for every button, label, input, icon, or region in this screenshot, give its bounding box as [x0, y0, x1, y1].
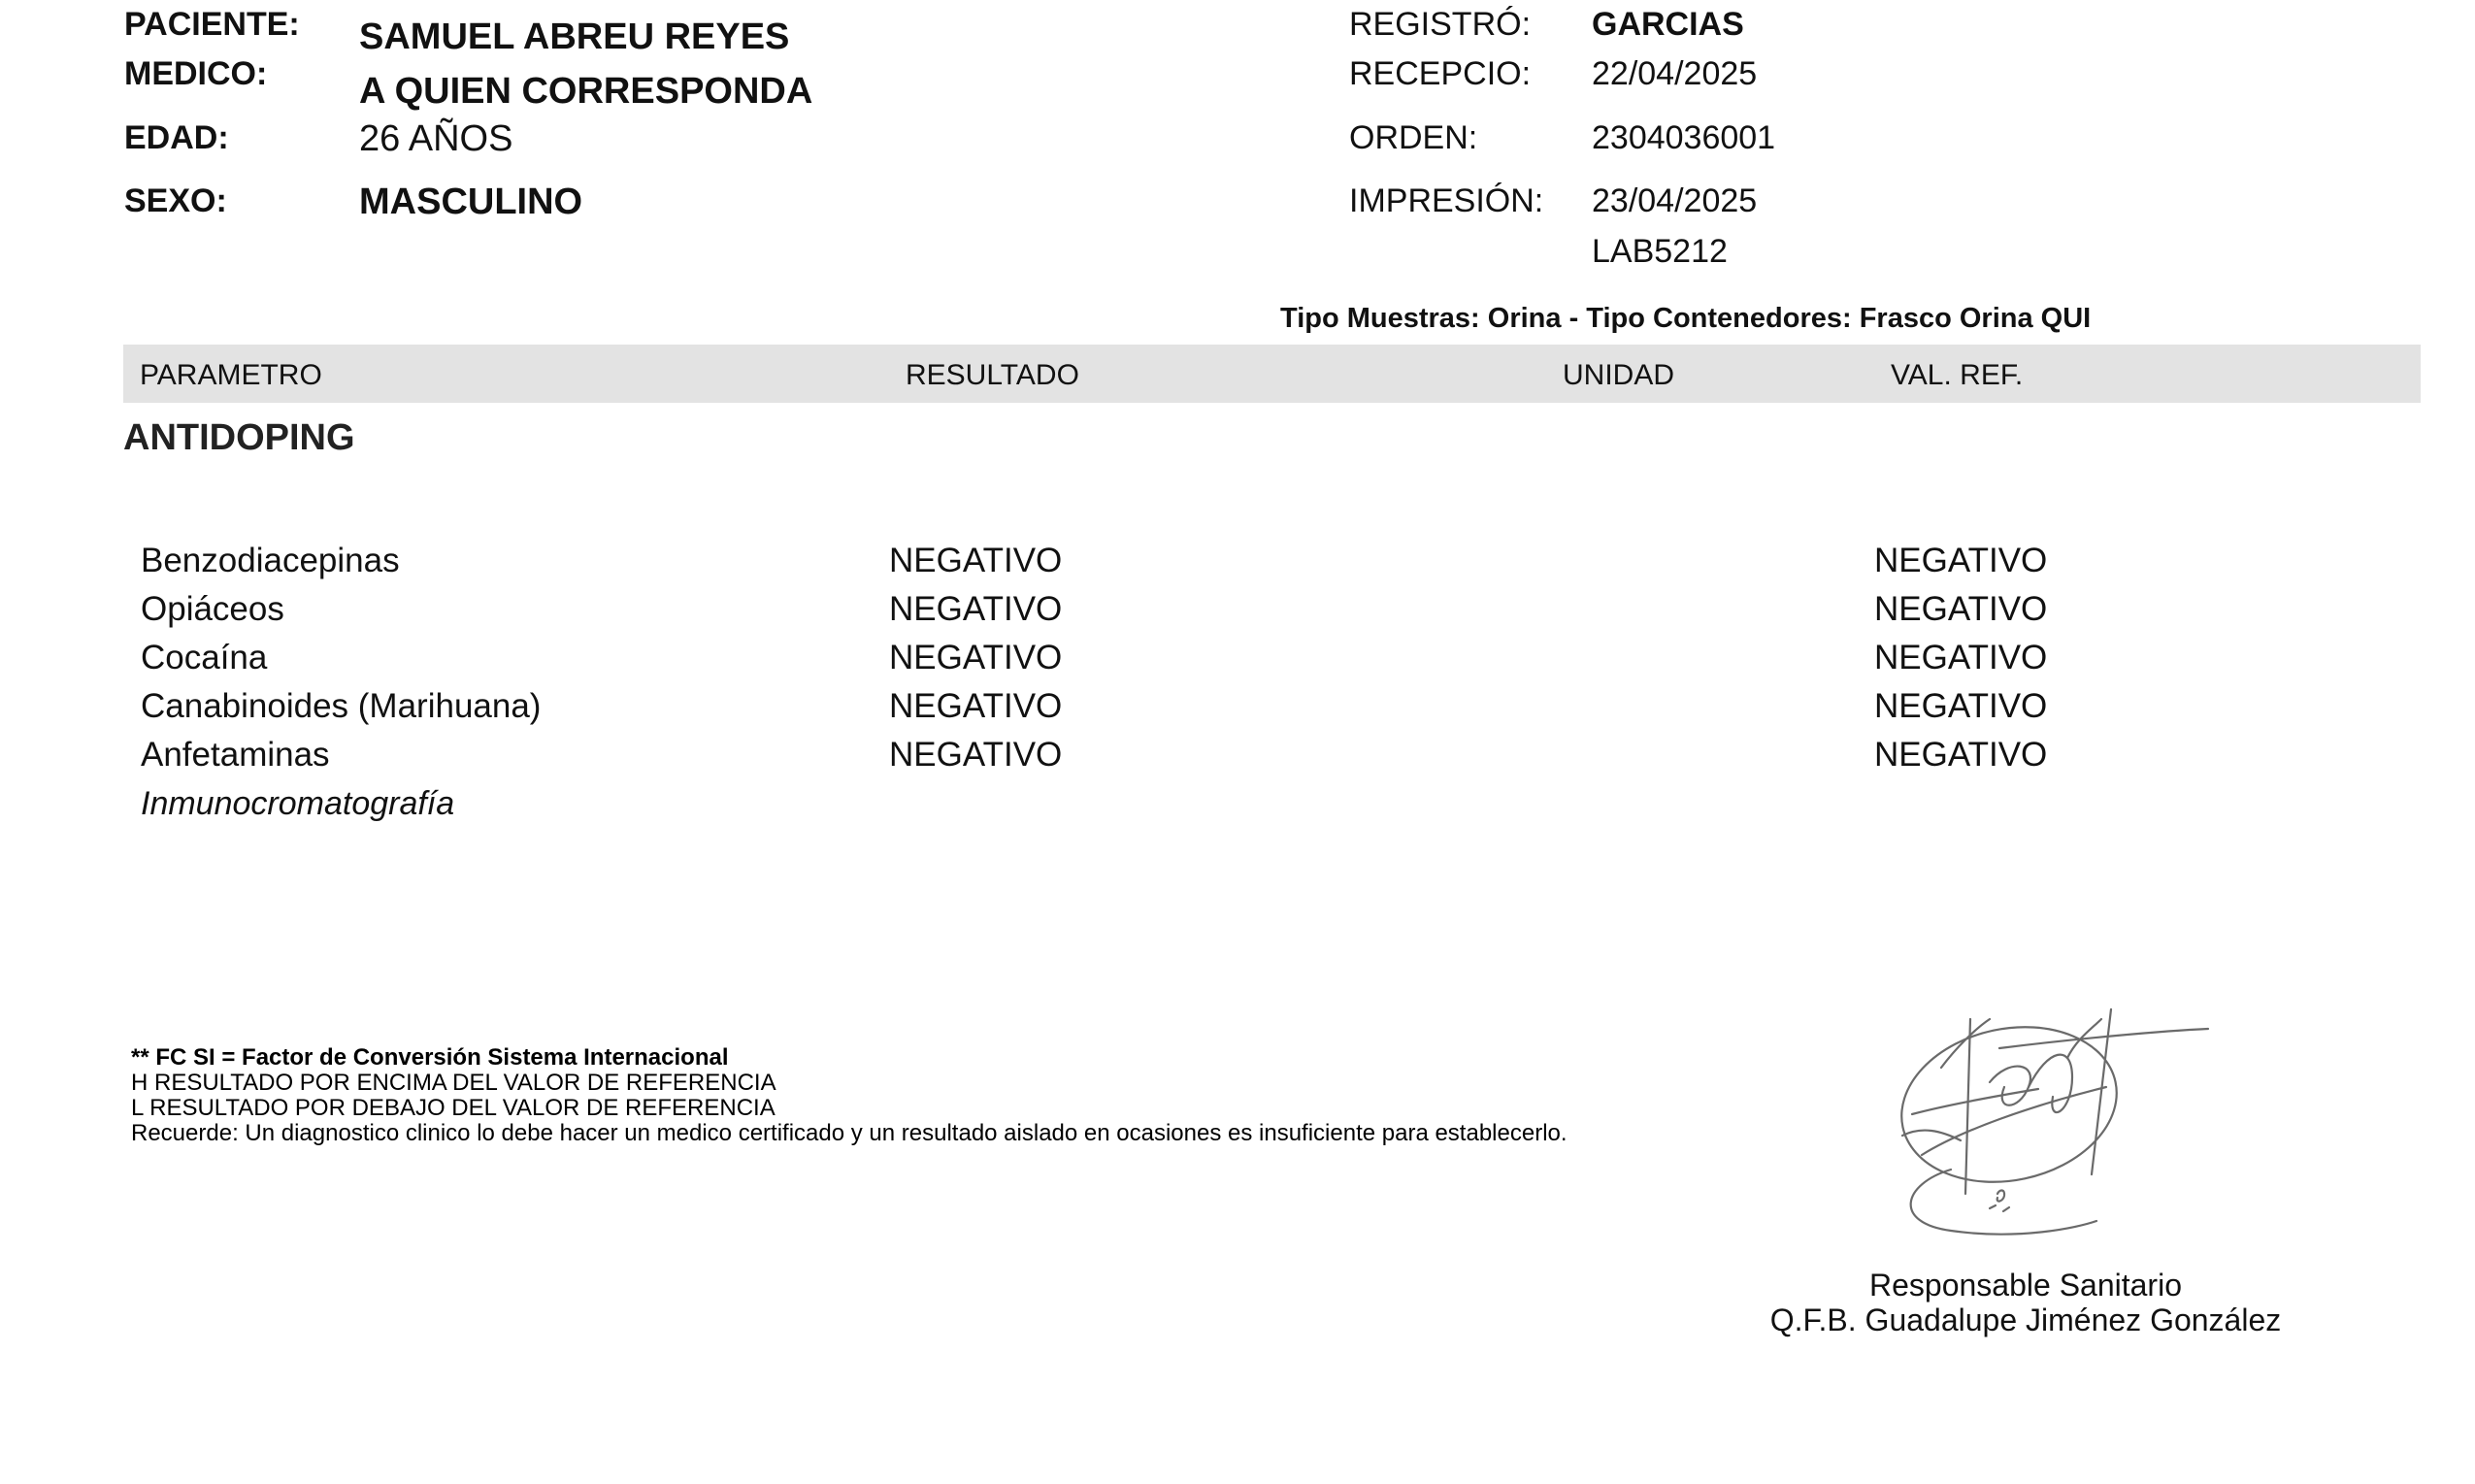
row-parametro: Benzodiacepinas — [141, 542, 400, 579]
row-val-ref: NEGATIVO — [1874, 590, 2048, 628]
paciente-value: SAMUEL ABREU REYES — [359, 16, 790, 57]
row-parametro: Opiáceos — [141, 590, 284, 628]
signature-name: Q.F.B. Guadalupe Jiménez González — [1769, 1303, 2282, 1337]
row-resultado: NEGATIVO — [889, 687, 1063, 725]
orden-value: 2304036001 — [1592, 119, 1776, 156]
header-val-ref: VAL. REF. — [1891, 359, 2024, 391]
row-val-ref: NEGATIVO — [1874, 687, 2048, 725]
edad-value: 26 AÑOS — [359, 118, 513, 159]
recepcio-label: RECEPCIO: — [1349, 55, 1532, 92]
sexo-label: SEXO: — [124, 182, 227, 219]
lab-code: LAB5212 — [1592, 233, 1728, 270]
registro-label: REGISTRÓ: — [1349, 6, 1532, 43]
impresion-label: IMPRESIÓN: — [1349, 182, 1544, 219]
impresion-value: 23/04/2025 — [1592, 182, 1758, 219]
signature-role: Responsable Sanitario — [1869, 1268, 2182, 1303]
medico-label: MEDICO: — [124, 55, 268, 92]
section-title: ANTIDOPING — [123, 417, 355, 458]
edad-label: EDAD: — [124, 119, 229, 156]
row-parametro: Cocaína — [141, 639, 268, 676]
row-resultado: NEGATIVO — [889, 639, 1063, 676]
registro-value: GARCIAS — [1592, 6, 1744, 43]
recepcio-value: 22/04/2025 — [1592, 55, 1758, 92]
sample-info: Tipo Muestras: Orina - Tipo Contenedores: Frasco Orina QUI — [1280, 303, 2092, 334]
footnote-disclaimer: Recuerde: Un diagnostico clinico lo debe hacer un medico certificado y un resultado aislado en ocasiones es insuficiente para establecerlo. — [131, 1120, 1568, 1146]
row-resultado: NEGATIVO — [889, 542, 1063, 579]
row-val-ref: NEGATIVO — [1874, 736, 2048, 774]
method-note: Inmunocromatografía — [141, 785, 455, 822]
footnote-l: L RESULTADO POR DEBAJO DEL VALOR DE REFERENCIA — [131, 1095, 776, 1121]
row-parametro: Anfetaminas — [141, 736, 330, 774]
results-table-header — [123, 345, 2421, 403]
header-parametro: PARAMETRO — [140, 359, 322, 391]
footnote-fc-si: ** FC SI = Factor de Conversión Sistema Internacional — [131, 1044, 729, 1071]
row-val-ref: NEGATIVO — [1874, 639, 2048, 676]
orden-label: ORDEN: — [1349, 119, 1478, 156]
row-parametro: Canabinoides (Marihuana) — [141, 687, 542, 725]
sexo-value: MASCULINO — [359, 181, 583, 222]
header-unidad: UNIDAD — [1563, 359, 1675, 391]
medico-value: A QUIEN CORRESPONDA — [359, 71, 813, 112]
footnote-h: H RESULTADO POR ENCIMA DEL VALOR DE REFERENCIA — [131, 1070, 776, 1096]
paciente-label: PACIENTE: — [124, 6, 300, 43]
header-resultado: RESULTADO — [906, 359, 1079, 391]
row-resultado: NEGATIVO — [889, 590, 1063, 628]
signature-image — [1883, 990, 2213, 1252]
row-val-ref: NEGATIVO — [1874, 542, 2048, 579]
row-resultado: NEGATIVO — [889, 736, 1063, 774]
